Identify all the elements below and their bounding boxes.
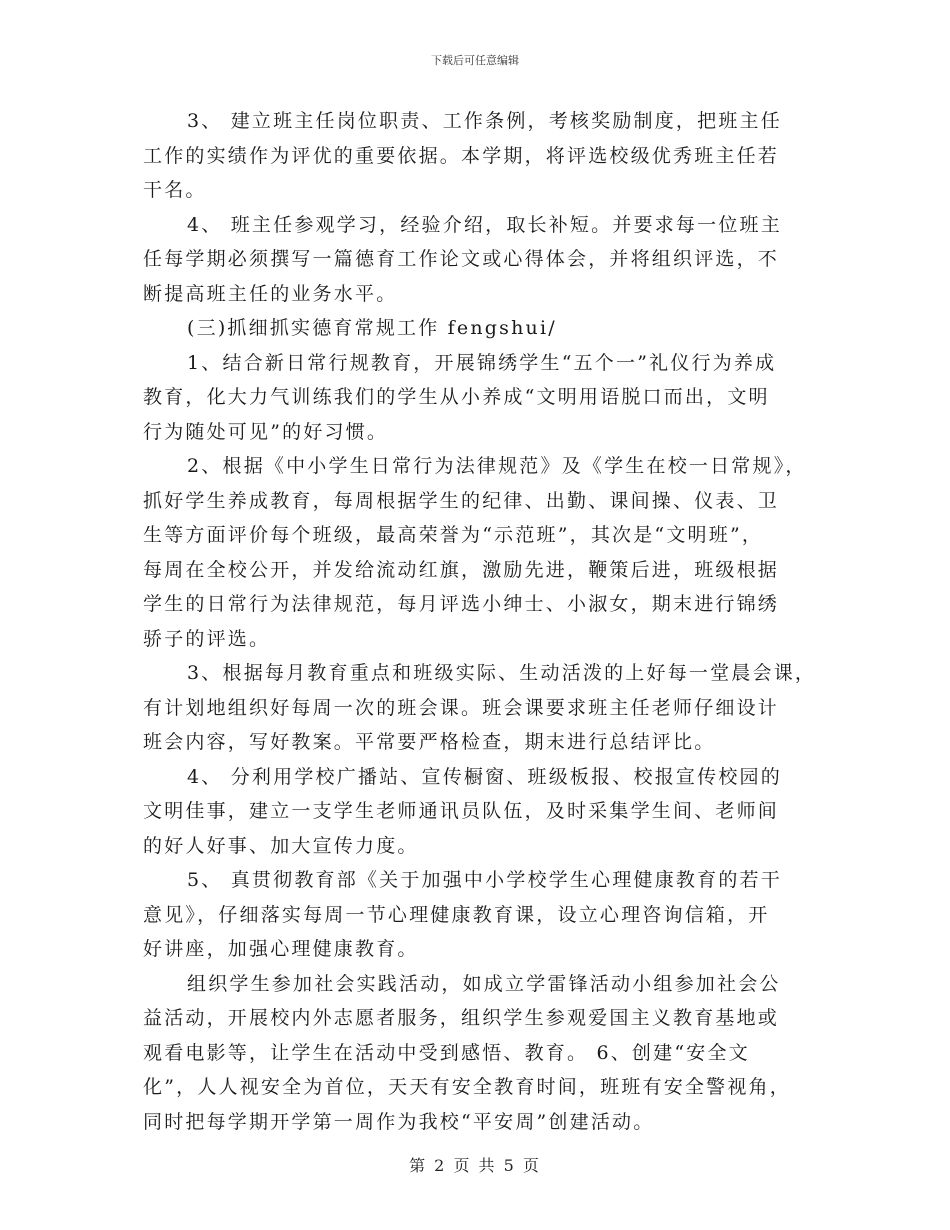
text-line: 断提高班主任的业务水平。 (143, 282, 398, 305)
text-line: 益活动，开展校内外志愿者服务，组织学生参观爱国主义教育基地或 (143, 1007, 780, 1029)
document-body (143, 104, 823, 1139)
text-line: (三)抓细抓实德育常规工作 fengshui/ (187, 317, 557, 339)
text-line: 化”，人人视安全为首位，天天有安全教育时间，班班有安全警视角， (143, 1076, 791, 1098)
text-line: 抓好学生养成教育，每周根据学生的纪律、出勤、课间操、仪表、卫 (143, 489, 780, 512)
text-line: 任每学期必须撰写一篇德育工作论文或心得体会，并将组织评选，不 (143, 248, 780, 270)
text-line: 文明佳事，建立一支学生老师通讯员队伍，及时采集学生间、老师间 (143, 800, 780, 822)
text-line: 4、 分利用学校广播站、宣传橱窗、班级板报、校报宣传校园的 (187, 765, 782, 788)
text-line: 生等方面评价每个班级，最高荣誉为“示范班”，其次是“文明班”， (143, 524, 764, 546)
page-footer: 第 2 页 共 5 页 (409, 1156, 541, 1175)
text-line: 班会内容，写好教案。平常要严格检查，期末进行总结评比。 (143, 731, 716, 753)
text-line: 教育，化大力气训练我们的学生从小养成“文明用语脱口而出，文明 (143, 386, 770, 408)
text-line: 好讲座，加强心理健康教育。 (143, 938, 419, 960)
text-line: 干名。 (143, 179, 207, 201)
text-line: 骄子的评选。 (143, 627, 271, 650)
text-line: 工作的实绩作为评优的重要依据。本学期，将评选校级优秀班主任若 (143, 144, 780, 167)
text-line: 意见》，仔细落实每周一节心理健康教育课，设立心理咨询信箱，开 (143, 903, 770, 926)
text-line: 观看电影等，让学生在活动中受到感悟、教育。 6、创建“安全文 (143, 1041, 750, 1064)
text-line: 5、 真贯彻教育部《关于加强中小学校学生心理健康教育的若干 (187, 869, 782, 891)
text-line: 行为随处可见”的好习惯。 (143, 420, 389, 443)
text-line: 3、 建立班主任岗位职责、工作条例，考核奖励制度，把班主任 (187, 110, 782, 132)
text-line: 有计划地组织好每周一次的班会课。班会课要求班主任老师仔细设计 (143, 696, 780, 719)
text-line: 同时把每学期开学第一周作为我校“平安周”创建活动。 (143, 1110, 655, 1133)
text-line: 学生的日常行为法律规范，每月评选小绅士、小淑女，期末进行锦绣 (143, 593, 780, 615)
text-line: 2、根据《中小学生日常行为法律规范》及《学生在校一日常规》， (187, 455, 807, 477)
text-line: 1、结合新日常行规教育，开展锦绣学生“五个一”礼仪行为养成 (187, 351, 777, 374)
text-line: 的好人好事、加大宣传力度。 (143, 834, 419, 857)
page-header: 下载后可任意编辑 (431, 54, 519, 67)
text-line: 4、 班主任参观学习，经验介绍，取长补短。并要求每一位班主 (187, 213, 782, 236)
text-line: 组织学生参加社会实践活动，如成立学雷锋活动小组参加社会公 (187, 972, 781, 995)
text-line: 每周在全校公开，并发给流动红旗，激励先进，鞭策后进，班级根据 (143, 558, 780, 581)
text-line: 3、根据每月教育重点和班级实际、生动活泼的上好每一堂晨会课， (187, 662, 817, 684)
